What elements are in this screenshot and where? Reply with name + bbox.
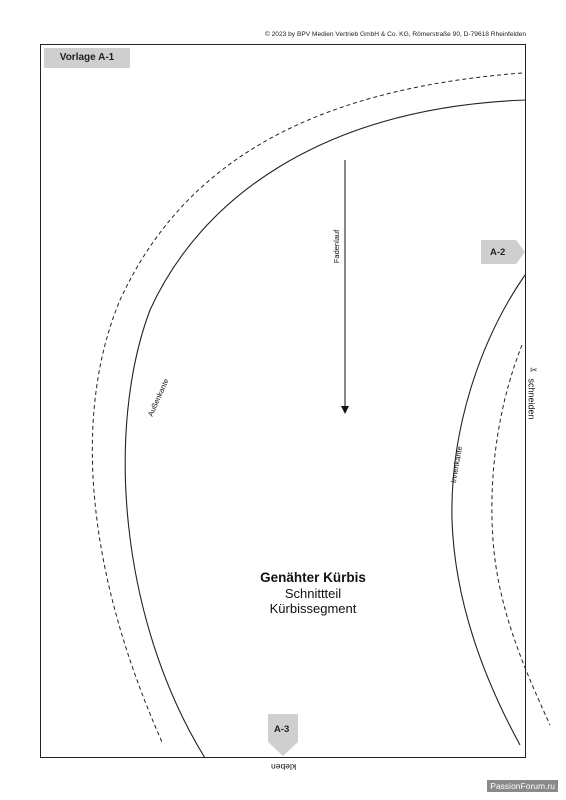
template-label: Vorlage A-1 <box>44 48 130 68</box>
inner-edge-line <box>452 275 525 745</box>
glue-label: kleben <box>271 762 297 772</box>
pattern-title: Genähter Kürbis <box>260 570 366 585</box>
pattern-piece-name: Kürbissegment <box>269 601 357 616</box>
pattern-subtitle: Schnittteil <box>284 586 342 601</box>
outer-edge-label: Außenkante <box>145 377 171 418</box>
scissors-icon: ✂ <box>530 366 538 376</box>
grain-line-label: Fadenlauf <box>332 229 342 264</box>
ref-right-label: A-2 <box>490 247 506 258</box>
watermark-text: PassionForum.ru <box>487 780 558 792</box>
copyright-text: © 2023 by BPV Medien Vertrieb GmbH & Co. KG, Römerstraße 90, D-79618 Rheinfelden <box>264 31 526 38</box>
inner-seam-allowance-line <box>492 345 550 725</box>
cut-label: schneiden <box>526 378 537 420</box>
grain-arrow-head <box>341 406 349 414</box>
ref-bottom-label: A-3 <box>274 724 290 735</box>
inner-edge-label: Innenkante <box>448 445 465 484</box>
ref-bottom-tag-shape <box>268 714 298 756</box>
pattern-title-block <box>220 570 406 616</box>
outer-edge-line <box>125 100 525 758</box>
